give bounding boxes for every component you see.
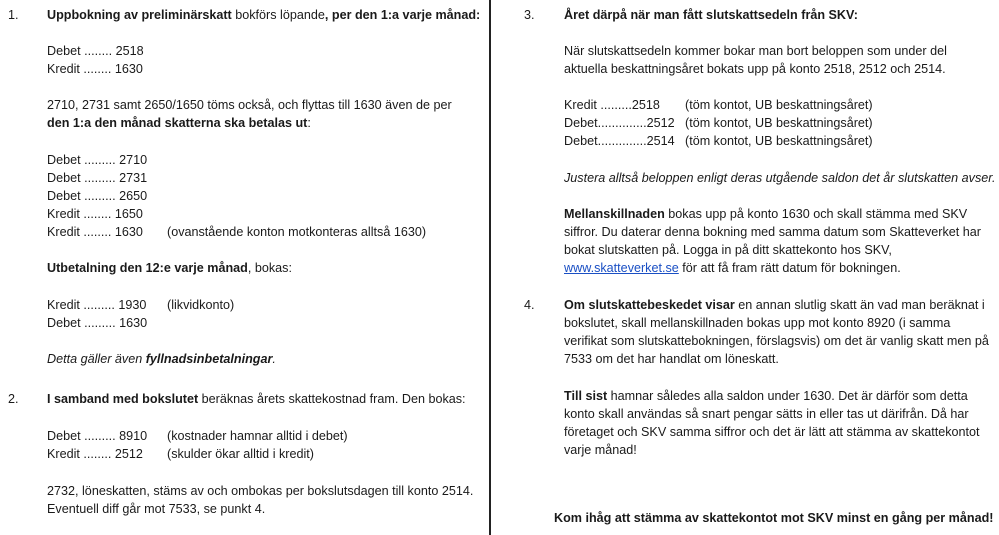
paragraph-line: verifikat som slutskattebokningen, förslagsvis) om det är vanlig skatt men på <box>564 334 989 348</box>
heading-bold: Om slutskattebeskedet visar <box>564 298 735 312</box>
entry-line: Kredit ........ 2512 <box>47 447 143 461</box>
section-number: 4. <box>524 298 535 312</box>
paragraph-line: 2710, 2731 samt 2650/1650 töms också, och flyttas till 1630 även de per <box>47 98 452 112</box>
section-number: 3. <box>524 8 535 22</box>
entry-line: Debet..............2512 <box>564 116 675 130</box>
entry-line: Kredit ........ 1630 <box>47 225 143 239</box>
entry-line: Kredit ........ 1650 <box>47 207 143 221</box>
section-heading <box>47 390 466 408</box>
note-italic: . <box>272 352 276 366</box>
entry-line: Debet ......... 2710 <box>47 153 148 167</box>
column-divider <box>489 0 491 535</box>
paragraph-line: Eventuell diff går mot 7533, se punkt 4. <box>47 502 266 516</box>
section-number: 1. <box>8 8 19 22</box>
paragraph-line <box>564 259 901 277</box>
note-line: Justera alltså beloppen enligt deras utgående saldon det år slutskatten avser. <box>564 171 996 185</box>
paragraph-line: siffror. Du daterar denna bokning med samma datum som Skatteverket har <box>564 225 981 239</box>
paragraph-line: 7533 om det har handlat om löneskatt. <box>564 352 779 366</box>
paragraph-line: När slutskattsedeln kommer bokar man bort beloppen som under del <box>564 44 947 58</box>
entry-comment: (ovanstående konton motkonteras alltså 1630) <box>167 225 427 239</box>
heading-bold: , per den 1:a varje månad: <box>324 8 481 22</box>
entry-line: Debet ......... 2650 <box>47 189 148 203</box>
paragraph-text: : <box>307 116 311 130</box>
paragraph-line: 2732, löneskatten, stäms av och ombokas per bokslutsdagen till konto 2514. <box>47 484 474 498</box>
paragraph-line: bokat slutskatten på. Logga in på ditt skattekonto hos SKV, <box>564 243 892 257</box>
section-heading <box>47 6 480 24</box>
paragraph-text: , bokas: <box>247 261 292 275</box>
footer-reminder: Kom ihåg att stämma av skattekontot mot SKV minst en gång per månad! <box>554 511 994 525</box>
entry-comment: (töm kontot, UB beskattningsåret) <box>685 116 873 130</box>
paragraph-line <box>47 114 311 132</box>
note-line <box>47 350 276 368</box>
paragraph-bold: Mellanskillnaden <box>564 207 665 221</box>
entry-line: Debet..............2514 <box>564 134 675 148</box>
entry-comment: (skulder ökar alltid i kredit) <box>167 447 314 461</box>
entry-line: Debet ......... 2731 <box>47 171 148 185</box>
skatteverket-link[interactable]: www.skatteverket.se <box>564 261 679 275</box>
paragraph-text: en annan slutlig skatt än vad man beräknat i <box>734 298 985 312</box>
paragraph-bold: Till sist <box>564 389 608 403</box>
heading-text: beräknas årets skattekostnad fram. Den bokas: <box>198 392 466 406</box>
paragraph-text: hamnar således alla saldon under 1630. Det är därför som detta <box>607 389 968 403</box>
entry-line: Kredit .........2518 <box>564 98 660 112</box>
entry-line: Kredit ........ 1630 <box>47 62 143 76</box>
paragraph-line: aktuella beskattningsåret bokats upp på konto 2518, 2512 och 2514. <box>564 62 946 76</box>
entry-comment: (kostnader hamnar alltid i debet) <box>167 429 348 443</box>
entry-line: Kredit ......... 1930 <box>47 298 147 312</box>
paragraph-line: bokslutet, skall mellanskillnaden bokas upp mot konto 8920 (i samma <box>564 316 951 330</box>
paragraph-text: bokas upp på konto 1630 och skall stämma med SKV <box>664 207 968 221</box>
entry-comment: (töm kontot, UB beskattningsåret) <box>685 98 873 112</box>
paragraph-line: företaget och SKV samma siffror och det är lätt att stämma av skattekontot <box>564 425 980 439</box>
entry-line: Debet ......... 8910 <box>47 429 148 443</box>
paragraph-bold: den 1:a den månad skatterna ska betalas ut <box>47 116 308 130</box>
section-number: 2. <box>8 392 19 406</box>
paragraph-bold: Utbetalning den 12:e varje månad <box>47 261 248 275</box>
section-heading: Året därpå när man fått slutskattsedeln från SKV: <box>564 8 858 22</box>
heading-bold: Uppbokning av preliminärskatt <box>47 8 232 22</box>
paragraph-line: konto skall användas så snart pengar sätts in eller tas ut därifrån. Då har <box>564 407 969 421</box>
paragraph-line <box>564 205 967 223</box>
paragraph-line <box>564 387 968 405</box>
paragraph-line <box>47 259 292 277</box>
heading-text: bokförs löpande <box>231 8 325 22</box>
paragraph-line <box>564 296 985 314</box>
heading-bold: I samband med bokslutet <box>47 392 199 406</box>
note-bold-italic: fyllnadsinbetalningar <box>145 352 273 366</box>
note-italic: Detta gäller även <box>47 352 146 366</box>
entry-comment: (töm kontot, UB beskattningsåret) <box>685 134 873 148</box>
paragraph-text: för att få fram rätt datum för bokningen. <box>678 261 901 275</box>
entry-line: Debet ......... 1630 <box>47 316 148 330</box>
entry-line: Debet ........ 2518 <box>47 44 144 58</box>
entry-comment: (likvidkonto) <box>167 298 235 312</box>
paragraph-line: varje månad! <box>564 443 637 457</box>
